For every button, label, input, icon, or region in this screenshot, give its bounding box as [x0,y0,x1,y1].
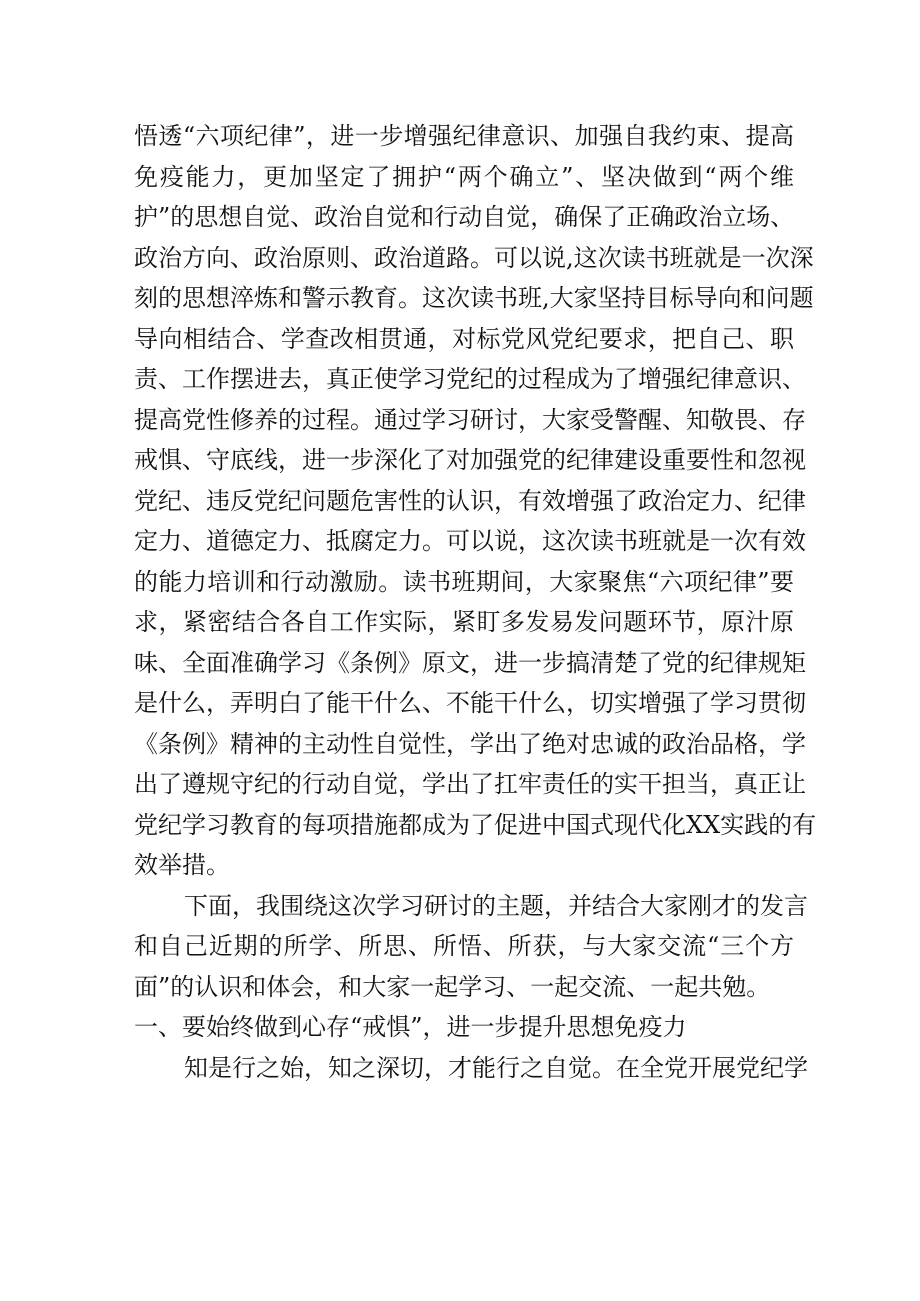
document-body [134,116,817,1088]
text-line: 出了遵规守纪的行动自觉，学出了扛牢责任的实干担当，真正让 [134,770,806,798]
text-line: 味、全面准确学习《条例》原文，进一步搞清楚了党的纪律规矩 [134,648,806,677]
text-line: 下面，我围绕这次学习研讨的主题，并结合大家刚才的发言 [184,891,808,920]
text-line: 是什么，弄明白了能干什么、不能干什么，切实增强了学习贯彻 [134,689,806,717]
text-line: 定力、道德定力、抵腐定力。可以说，这次读书班就是一次有效 [134,527,806,555]
text-line: 责、工作摆进去，真正使学习党纪的过程成为了增强纪律意识、 [134,365,806,393]
text-line: 《条例》精神的主动性自觉性，学出了绝对忠诚的政治品格，学 [134,729,806,758]
text-line: 导向相结合、学查改相贯通，对标党风党纪要求，把自己、职 [134,324,794,353]
paragraph-1 [134,116,817,886]
text-line: 效举措。 [134,851,230,879]
text-line: 刻的思想淬炼和警示教育。这次读书班,大家坚持目标导向和问题 [134,284,814,312]
paragraph-3 [134,1048,808,1089]
text-line: 悟透“六项纪律”，进一步增强纪律意识、加强自我约束、提高 [134,122,794,150]
text-line: 戒惧、守底线，进一步深化了对加强党的纪律建设重要性和忽视 [134,446,806,474]
text-line: 护”的思想自觉、政治自觉和行动自觉，确保了正确政治立场、 [134,203,795,231]
text-line: 的能力培训和行动激励。读书班期间，大家聚焦“六项纪律”要 [134,567,794,596]
text-line: 政治方向、政治原则、政治道路。可以说,这次读书班就是一次深 [134,243,814,272]
text-line: 免疫能力，更加坚定了拥护“两个确立”、坚决做到“两个维 [134,162,794,191]
text-line: 求，紧密结合各自工作实际，紧盯多发易发问题环节，原汁原 [134,608,794,636]
paragraph-2 [134,886,808,1008]
text-line: 和自己近期的所学、所思、所悟、所获，与大家交流“三个方 [134,932,794,960]
text-line: 党纪学习教育的每项措施都成为了促进中国式现代化XX实践的有 [134,810,817,839]
text-line: 提高党性修养的过程。通过学习研讨，大家受警醒、知敬畏、存 [134,405,806,434]
text-line: 知是行之始，知之深切，才能行之自觉。在全党开展党纪学 [184,1053,808,1082]
section-heading: 一、要始终做到心存“戒惧”，进一步提升思想免疫力 [134,1013,687,1041]
text-line: 党纪、违反党纪问题危害性的认识，有效增强了政治定力、纪律 [134,486,806,515]
text-line: 面”的认识和体会，和大家一起学习、一起交流、一起共勉。 [134,972,771,1001]
